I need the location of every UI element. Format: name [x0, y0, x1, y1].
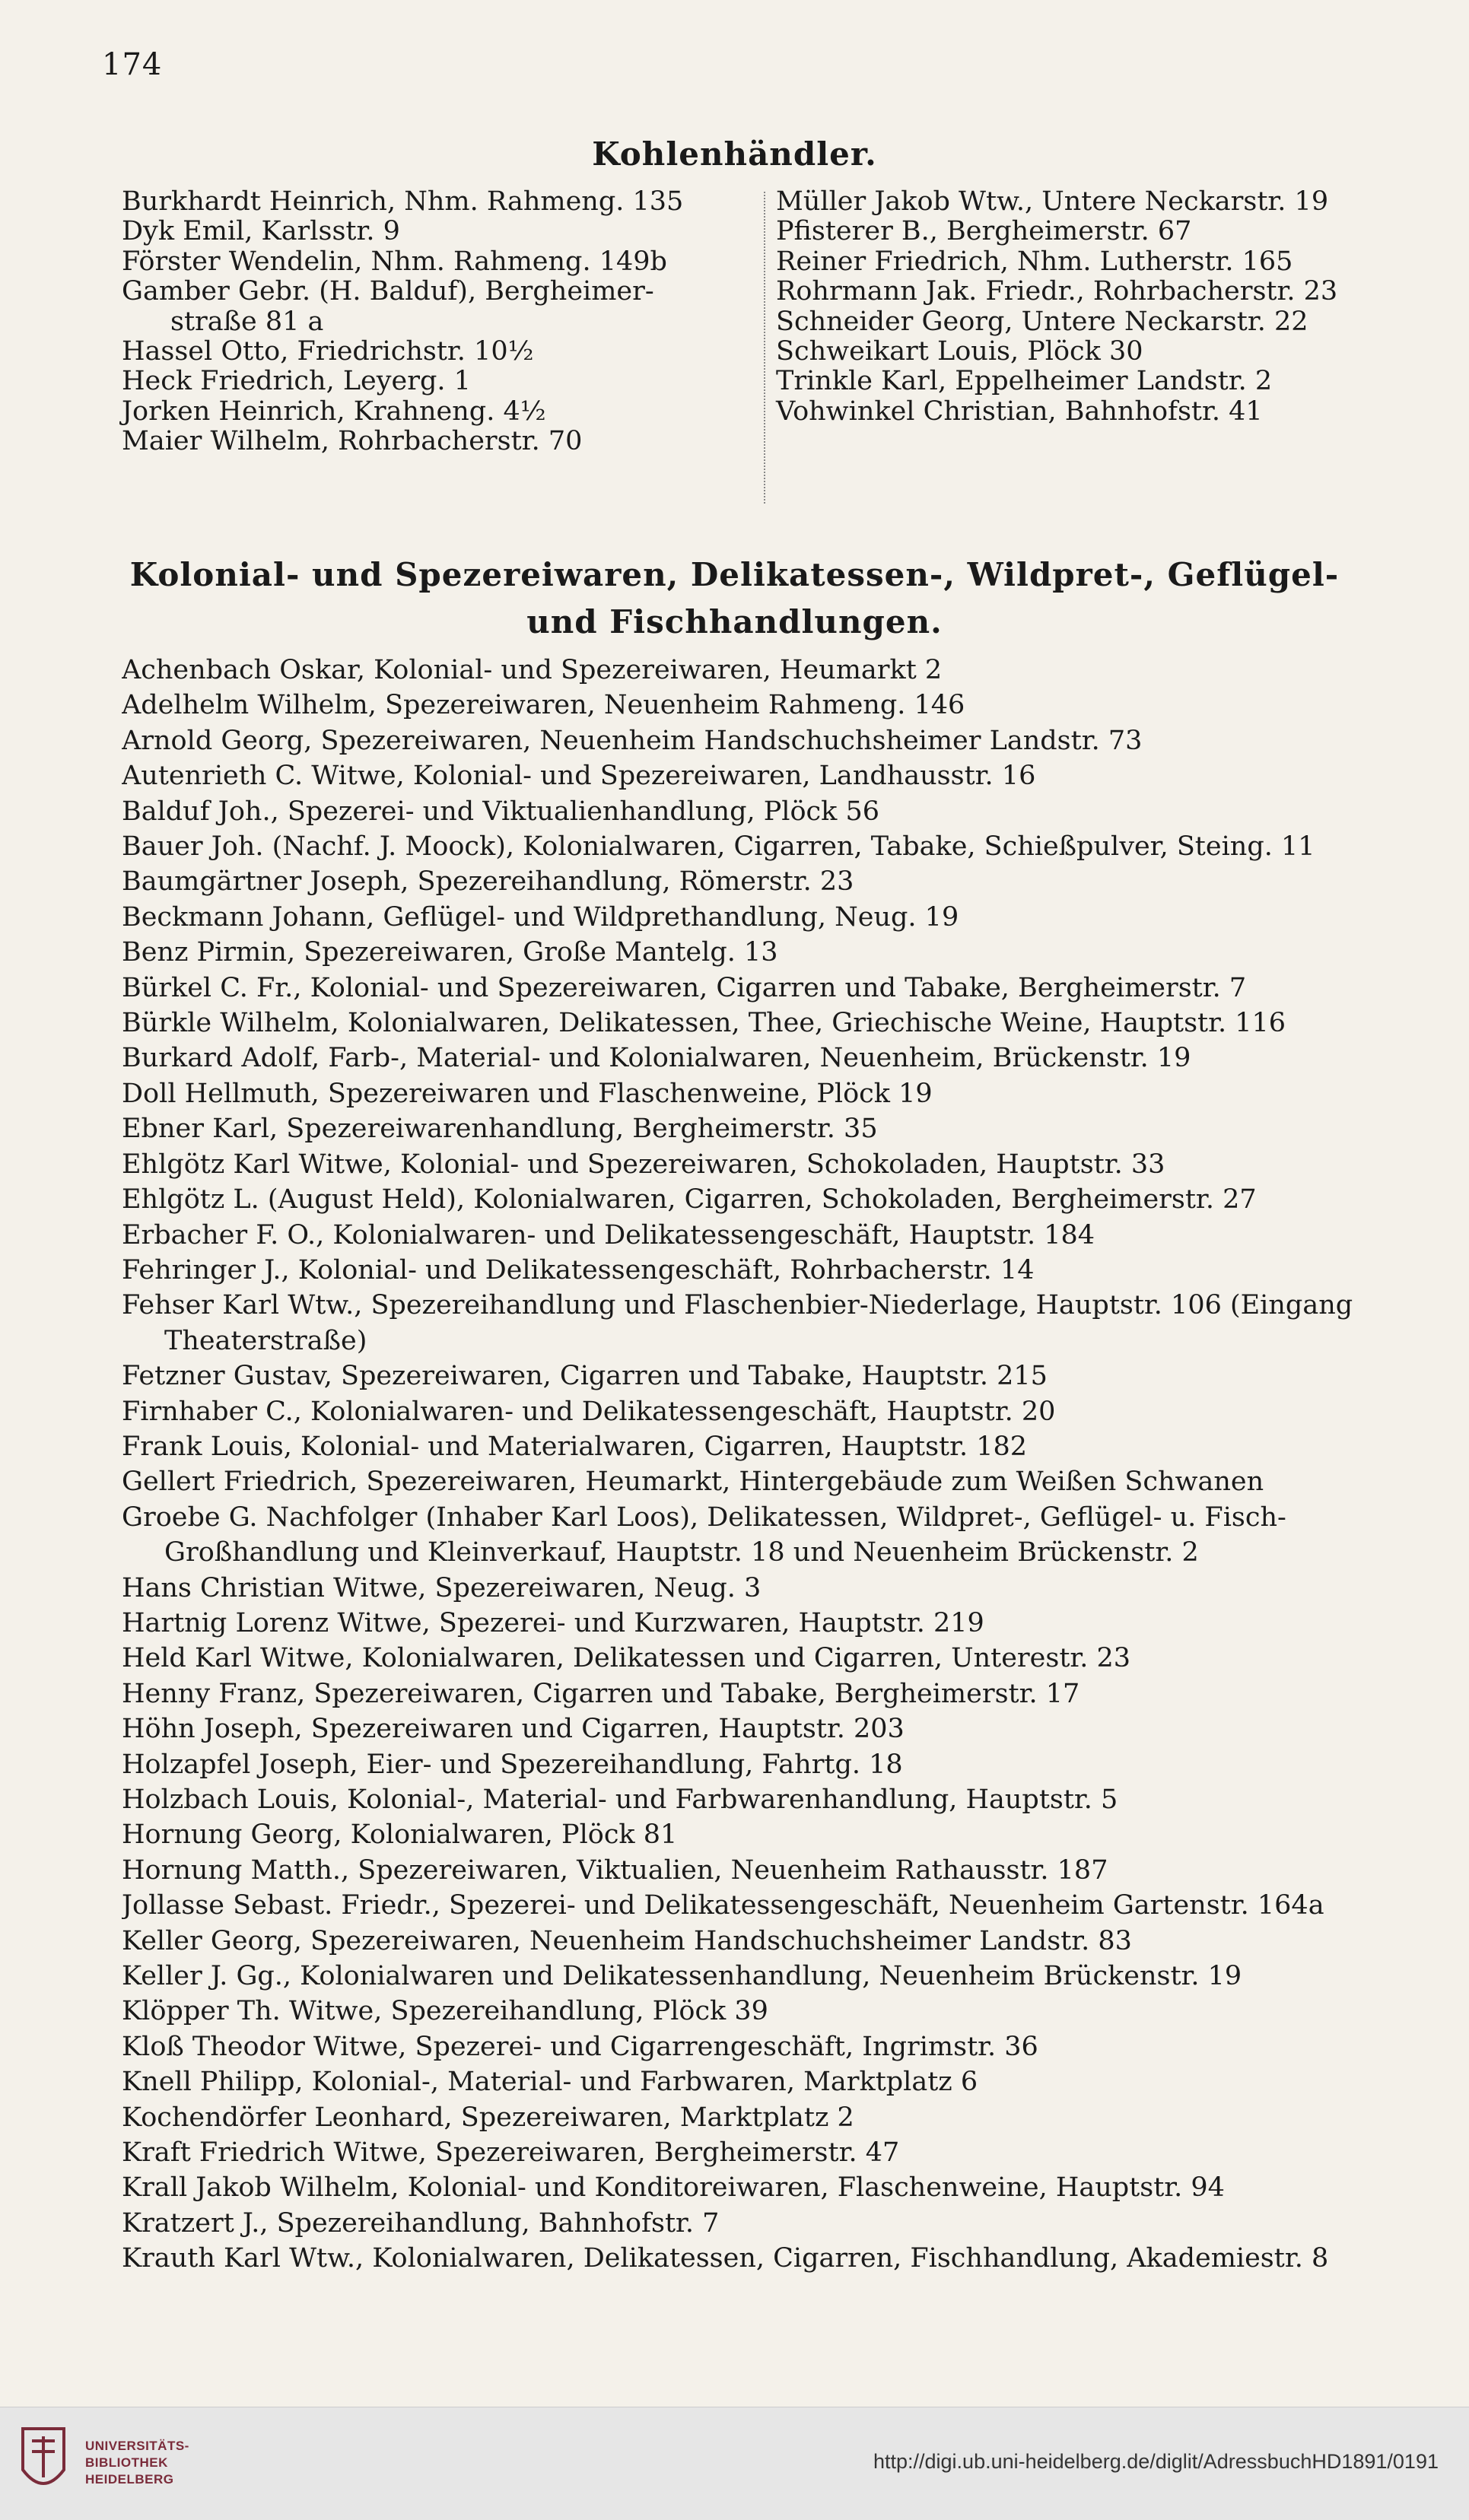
section-heading-line-2: und Fischhandlungen.	[526, 603, 943, 640]
directory-entry: Adelhelm Wilhelm, Spezereiwaren, Neuenheim Rahmeng. 146	[122, 690, 965, 721]
directory-entry: Fehringer J., Kolonial- und Delikatessengeschäft, Rohrbacherstr. 14	[122, 1254, 1035, 1285]
directory-entry: Jorken Heinrich, Krahneng. 4½	[122, 396, 546, 427]
directory-entry: Kochendörfer Leonhard, Spezereiwaren, Marktplatz 2	[122, 2102, 854, 2133]
directory-entry: Rohrmann Jak. Friedr., Rohrbacherstr. 23	[776, 276, 1338, 307]
section-heading-kolonialwaren	[0, 551, 1469, 646]
directory-entry: Dyk Emil, Karlsstr. 9	[122, 216, 400, 247]
directory-entry: Autenrieth C. Witwe, Kolonial- und Spezereiwaren, Landhausstr. 16	[122, 761, 1036, 792]
directory-entry: Trinkle Karl, Eppelheimer Landstr. 2	[776, 366, 1273, 397]
kohlen-right-column	[776, 187, 1430, 427]
directory-entry: Benz Pirmin, Spezereiwaren, Große Mantelg. 13	[122, 937, 778, 968]
university-seal-icon	[17, 2424, 70, 2500]
digitization-footer	[0, 2407, 1469, 2520]
directory-entry: Hartnig Lorenz Witwe, Spezerei- und Kurzwaren, Hauptstr. 219	[122, 1607, 984, 1638]
directory-entry: Held Karl Witwe, Kolonialwaren, Delikatessen und Cigarren, Unterestr. 23	[122, 1643, 1131, 1674]
directory-entry: Schweikart Louis, Plöck 30	[776, 336, 1143, 367]
directory-entry: Henny Franz, Spezereiwaren, Cigarren und Tabake, Bergheimerstr. 17	[122, 1678, 1080, 1709]
directory-entry: Krall Jakob Wilhelm, Kolonial- und Konditoreiwaren, Flaschenweine, Hauptstr. 94	[122, 2172, 1225, 2204]
directory-entry: Bürkel C. Fr., Kolonial- und Spezereiwaren, Cigarren und Tabake, Bergheimerstr. 7	[122, 972, 1247, 1003]
directory-entry: Pfisterer B., Bergheimerstr. 67	[776, 216, 1192, 247]
directory-entry: Hans Christian Witwe, Spezereiwaren, Neug. 3	[122, 1572, 762, 1603]
directory-entry: Fehser Karl Wtw., Spezereihandlung und Flaschenbier-Niederlage, Hauptstr. 106 (Eingang Theaterstraße)	[122, 1290, 1353, 1356]
directory-entry: Keller Georg, Spezereiwaren, Neuenheim Handschuchsheimer Landstr. 83	[122, 1925, 1132, 1956]
library-name-line-1: UNIVERSITÄTS-	[85, 2439, 189, 2453]
directory-entry: Krauth Karl Wtw., Kolonialwaren, Delikatessen, Cigarren, Fischhandlung, Akademiestr. 8	[122, 2243, 1329, 2274]
directory-entry: Förster Wendelin, Nhm. Rahmeng. 149b	[122, 246, 667, 277]
directory-entry: Beckmann Johann, Geflügel- und Wildprethandlung, Neug. 19	[122, 901, 959, 933]
directory-entry: Holzapfel Joseph, Eier- und Spezereihandlung, Fahrtg. 18	[122, 1749, 903, 1780]
directory-entry: Heck Friedrich, Leyerg. 1	[122, 366, 471, 397]
directory-entry: Maier Wilhelm, Rohrbacherstr. 70	[122, 426, 583, 457]
directory-entry: Arnold Georg, Spezereiwaren, Neuenheim Handschuchsheimer Landstr. 73	[122, 725, 1143, 756]
directory-entry: Müller Jakob Wtw., Untere Neckarstr. 19	[776, 186, 1329, 217]
directory-entry: Reiner Friedrich, Nhm. Lutherstr. 165	[776, 246, 1293, 277]
directory-entry: Erbacher F. O., Kolonialwaren- und Delikatessengeschäft, Hauptstr. 184	[122, 1219, 1095, 1250]
directory-entry: Ehlgötz Karl Witwe, Kolonial- und Spezereiwaren, Schokoladen, Hauptstr. 33	[122, 1149, 1165, 1180]
directory-entry: Höhn Joseph, Spezereiwaren und Cigarren, Hauptstr. 203	[122, 1714, 905, 1745]
directory-entry: Ehlgötz L. (August Held), Kolonialwaren, Cigarren, Schokoladen, Bergheimerstr. 27	[122, 1184, 1257, 1216]
source-url-link[interactable]: http://digi.ub.uni-heidelberg.de/diglit/AdressbuchHD1891/0191	[873, 2450, 1439, 2473]
directory-entry: Kraft Friedrich Witwe, Spezereiwaren, Bergheimerstr. 47	[122, 2137, 900, 2169]
directory-entry: Kratzert J., Spezereihandlung, Bahnhofstr. 7	[122, 2207, 720, 2239]
directory-entry: Burkhardt Heinrich, Nhm. Rahmeng. 135	[122, 186, 684, 217]
directory-entry: Hassel Otto, Friedrichstr. 10½	[122, 336, 534, 367]
kohlen-left-column	[122, 187, 761, 457]
directory-entry: Doll Hellmuth, Spezereiwaren und Flaschenweine, Plöck 19	[122, 1078, 933, 1109]
library-name-line-3: HEIDELBERG	[85, 2472, 174, 2487]
directory-entry: Kloß Theodor Witwe, Spezerei- und Cigarrengeschäft, Ingrimstr. 36	[122, 2031, 1038, 2062]
library-name	[85, 2438, 189, 2488]
directory-entry: Frank Louis, Kolonial- und Materialwaren, Cigarren, Hauptstr. 182	[122, 1431, 1028, 1462]
directory-entry: Klöpper Th. Witwe, Spezereihandlung, Plöck 39	[122, 1996, 768, 2027]
directory-entry: Achenbach Oskar, Kolonial- und Spezereiwaren, Heumarkt 2	[122, 655, 943, 685]
directory-entry: Baumgärtner Joseph, Spezereihandlung, Römerstr. 23	[122, 866, 854, 898]
directory-entry: Gellert Friedrich, Spezereiwaren, Heumarkt, Hintergebäude zum Weißen Schwanen	[122, 1467, 1264, 1498]
directory-entry: Burkard Adolf, Farb-, Material- und Kolonialwaren, Neuenheim, Brückenstr. 19	[122, 1043, 1191, 1074]
kolonial-entry-list	[122, 653, 1445, 2277]
section-heading-line-1: Kolonial- und Spezereiwaren, Delikatessen-, Wildpret-, Geflügel-	[129, 556, 1340, 593]
directory-entry: Hornung Matth., Spezereiwaren, Viktualien, Neuenheim Rathausstr. 187	[122, 1854, 1108, 1886]
directory-entry: Knell Philipp, Kolonial-, Material- und Farbwaren, Marktplatz 6	[122, 2067, 978, 2098]
directory-entry: Schneider Georg, Untere Neckarstr. 22	[776, 306, 1308, 337]
directory-entry: Groebe G. Nachfolger (Inhaber Karl Loos), Delikatessen, Wildpret-, Geflügel- u. Fisch-Großhandlung und Kleinverkauf, Hauptstr. 18 und Neuenheim Brückenstr. 2	[122, 1502, 1286, 1568]
directory-entry: Balduf Joh., Spezerei- und Viktualienhandlung, Plöck 56	[122, 796, 880, 827]
section-heading-kohlenhaendler: Kohlenhändler.	[592, 135, 877, 173]
page-number: 174	[102, 47, 163, 82]
directory-entry: Vohwinkel Christian, Bahnhofstr. 41	[776, 396, 1263, 427]
column-divider	[764, 192, 765, 504]
directory-entry: Gamber Gebr. (H. Balduf), Bergheimer-	[122, 276, 654, 307]
directory-entry: straße 81 a	[170, 306, 324, 337]
directory-entry: Hornung Georg, Kolonialwaren, Plöck 81	[122, 1819, 678, 1851]
directory-entry: Ebner Karl, Spezereiwarenhandlung, Bergheimerstr. 35	[122, 1114, 878, 1145]
directory-entry: Firnhaber C., Kolonialwaren- und Delikatessengeschäft, Hauptstr. 20	[122, 1396, 1056, 1427]
directory-entry: Keller J. Gg., Kolonialwaren und Delikatessenhandlung, Neuenheim Brückenstr. 19	[122, 1961, 1242, 1992]
directory-entry: Bürkle Wilhelm, Kolonialwaren, Delikatessen, Thee, Griechische Weine, Hauptstr. 116	[122, 1008, 1286, 1039]
directory-entry: Holzbach Louis, Kolonial-, Material- und Farbwarenhandlung, Hauptstr. 5	[122, 1784, 1118, 1815]
directory-entry: Jollasse Sebast. Friedr., Spezerei- und Delikatessengeschäft, Neuenheim Gartenstr. 164a	[122, 1890, 1324, 1921]
directory-entry: Fetzner Gustav, Spezereiwaren, Cigarren und Tabake, Hauptstr. 215	[122, 1361, 1048, 1392]
library-name-line-2: BIBLIOTHEK	[85, 2455, 168, 2470]
directory-entry: Bauer Joh. (Nachf. J. Moock), Kolonialwaren, Cigarren, Tabake, Schießpulver, Steing. 11	[122, 831, 1315, 863]
